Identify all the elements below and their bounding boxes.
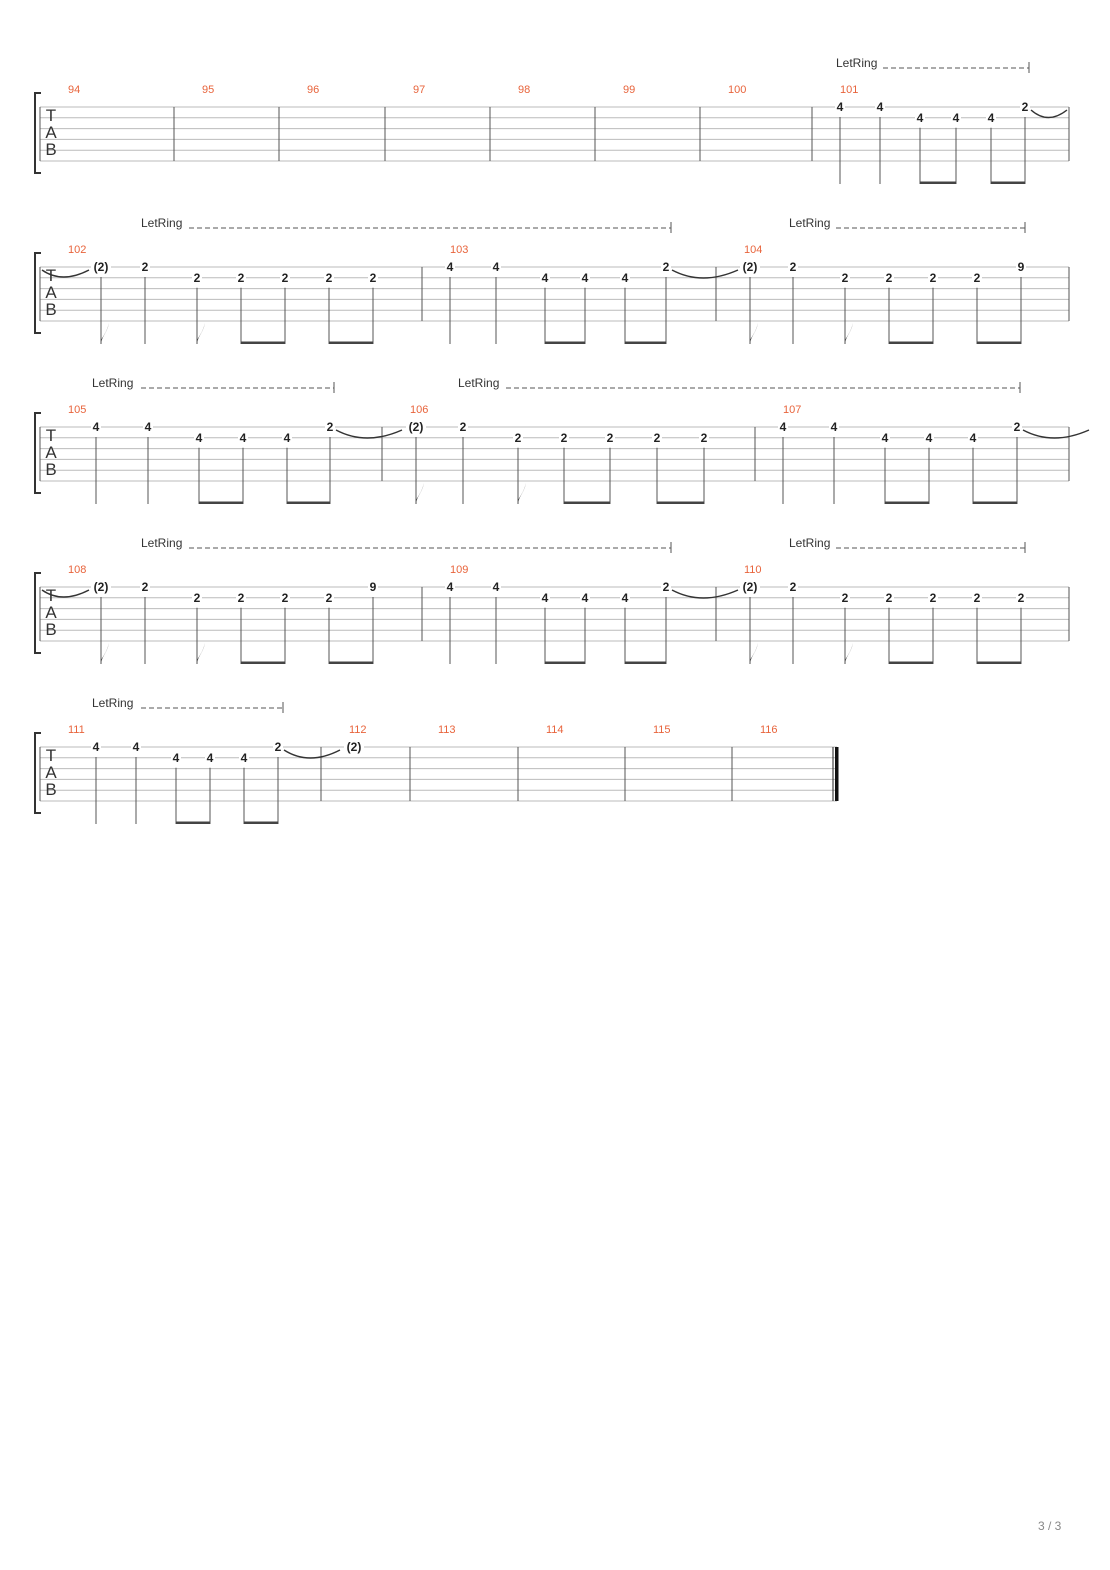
fret-number: 2 xyxy=(193,270,201,285)
measure-number: 107 xyxy=(783,404,802,416)
beam xyxy=(977,662,1021,665)
fret-number: 4 xyxy=(206,750,214,765)
let-ring-label: LetRing xyxy=(458,376,500,390)
fret-number: 4 xyxy=(446,260,454,274)
eighth-flag xyxy=(750,323,758,344)
tab-clef-letter: A xyxy=(45,443,57,462)
eighth-flag xyxy=(845,643,853,664)
fret-number: 2 xyxy=(789,260,797,274)
measure-number: 114 xyxy=(546,724,564,736)
eighth-flag xyxy=(197,643,205,664)
fret-number: 2 xyxy=(841,590,849,605)
fret-number: 2 xyxy=(1013,420,1021,434)
beam xyxy=(176,822,210,825)
tab-clef-letter: B xyxy=(45,140,57,159)
fret-number: 9 xyxy=(369,580,377,594)
beam xyxy=(241,342,285,345)
fret-number: 2 xyxy=(141,580,149,594)
fret-number: 4 xyxy=(92,740,100,754)
fret-number: 4 xyxy=(172,750,180,765)
fret-number: 4 xyxy=(836,100,844,114)
tie-arc xyxy=(336,430,402,438)
beam xyxy=(329,342,373,345)
tie-arc xyxy=(672,590,738,598)
fret-number: 2 xyxy=(929,270,937,285)
fret-number: 4 xyxy=(492,580,500,594)
beam xyxy=(545,342,585,345)
fret-number: 2 xyxy=(326,420,334,434)
beam xyxy=(545,662,585,665)
fret-number: 2 xyxy=(514,430,522,445)
beam xyxy=(244,822,278,825)
beam xyxy=(991,182,1025,185)
beam xyxy=(625,342,666,345)
fret-number: 2 xyxy=(700,430,708,445)
beam xyxy=(657,502,704,505)
beam xyxy=(199,502,243,505)
measure-number: 116 xyxy=(760,724,778,736)
eighth-flag xyxy=(518,483,526,504)
let-ring-label: LetRing xyxy=(789,536,831,550)
tab-clef-letter: A xyxy=(45,283,57,302)
beam xyxy=(920,182,956,185)
fret-number: (2) xyxy=(93,580,109,594)
fret-number: 2 xyxy=(325,270,333,285)
tab-clef-letter: T xyxy=(45,266,57,285)
tab-clef-letter: B xyxy=(45,620,57,639)
measure-number: 97 xyxy=(413,84,426,96)
fret-number: 2 xyxy=(560,430,568,445)
measure-number: 99 xyxy=(623,84,636,96)
tab-clef-letter: B xyxy=(45,780,57,799)
beam xyxy=(287,502,330,505)
measure-number: 110 xyxy=(744,564,762,576)
fret-number: 4 xyxy=(581,270,589,285)
beam xyxy=(625,662,666,665)
let-ring-label: LetRing xyxy=(92,376,134,390)
fret-number: 4 xyxy=(830,420,838,434)
fret-number: 4 xyxy=(492,260,500,274)
tie-arc xyxy=(284,750,340,758)
tab-clef-letter: A xyxy=(45,603,57,622)
fret-number: 4 xyxy=(541,590,549,605)
eighth-flag xyxy=(845,323,853,344)
tie-arc xyxy=(1031,110,1067,118)
measure-number: 100 xyxy=(728,84,747,96)
eighth-flag xyxy=(101,323,109,344)
measure-number: 113 xyxy=(438,724,456,736)
tab-clef-letter: T xyxy=(45,426,57,445)
fret-number: (2) xyxy=(346,740,362,754)
fret-number: 4 xyxy=(621,590,629,605)
fret-number: 2 xyxy=(841,270,849,285)
fret-number: 2 xyxy=(1021,100,1029,114)
fret-number: 2 xyxy=(662,580,670,594)
fret-number: 2 xyxy=(662,260,670,274)
fret-number: 4 xyxy=(446,580,454,594)
fret-number: 4 xyxy=(239,430,247,445)
fret-number: 2 xyxy=(281,270,289,285)
measure-number: 103 xyxy=(450,244,469,256)
let-ring-label: LetRing xyxy=(141,216,183,230)
final-barline-thick xyxy=(835,747,839,801)
fret-number: 2 xyxy=(606,430,614,445)
fret-number: 4 xyxy=(916,110,924,125)
eighth-flag xyxy=(197,323,205,344)
tab-clef-letter: T xyxy=(45,746,57,765)
beam xyxy=(889,662,933,665)
fret-number: (2) xyxy=(742,260,758,274)
measure-number: 115 xyxy=(653,724,671,736)
fret-number: 2 xyxy=(973,590,981,605)
beam xyxy=(885,502,929,505)
measure-number: 101 xyxy=(840,84,859,96)
fret-number: 4 xyxy=(952,110,960,125)
tab-clef-letter: B xyxy=(45,300,57,319)
tab-clef-letter: T xyxy=(45,586,57,605)
beam xyxy=(973,502,1017,505)
fret-number: 4 xyxy=(195,430,203,445)
measure-number: 96 xyxy=(307,84,320,96)
fret-number: 4 xyxy=(240,750,248,765)
fret-number: 4 xyxy=(925,430,933,445)
tie-arc xyxy=(672,270,738,278)
measure-number: 108 xyxy=(68,564,87,576)
beam xyxy=(977,342,1021,345)
eighth-flag xyxy=(101,643,109,664)
fret-number: 4 xyxy=(881,430,889,445)
measure-number: 98 xyxy=(518,84,531,96)
fret-number: (2) xyxy=(408,420,424,434)
tab-clef-letter: T xyxy=(45,106,57,125)
let-ring-label: LetRing xyxy=(141,536,183,550)
fret-number: 4 xyxy=(969,430,977,445)
measure-number: 109 xyxy=(450,564,469,576)
measure-number: 111 xyxy=(68,724,85,736)
fret-number: 2 xyxy=(193,590,201,605)
measure-number: 94 xyxy=(68,84,81,96)
fret-number: 2 xyxy=(274,740,282,754)
fret-number: 2 xyxy=(281,590,289,605)
beam xyxy=(564,502,610,505)
fret-number: 2 xyxy=(325,590,333,605)
fret-number: (2) xyxy=(742,580,758,594)
tie-arc xyxy=(1023,430,1089,438)
fret-number: 9 xyxy=(1017,260,1025,274)
beam xyxy=(329,662,373,665)
fret-number: 2 xyxy=(237,270,245,285)
tab-clef-letter: B xyxy=(45,460,57,479)
measure-number: 112 xyxy=(349,724,367,736)
let-ring-label: LetRing xyxy=(789,216,831,230)
fret-number: 4 xyxy=(92,420,100,434)
beam xyxy=(889,342,933,345)
measure-number: 95 xyxy=(202,84,215,96)
fret-number: 2 xyxy=(141,260,149,274)
measure-number: 104 xyxy=(744,244,763,256)
fret-number: 4 xyxy=(621,270,629,285)
let-ring-label: LetRing xyxy=(836,56,878,70)
fret-number: 2 xyxy=(369,270,377,285)
fret-number: 2 xyxy=(653,430,661,445)
measure-number: 106 xyxy=(410,404,429,416)
fret-number: 2 xyxy=(1017,590,1025,605)
beam xyxy=(241,662,285,665)
eighth-flag xyxy=(750,643,758,664)
fret-number: 4 xyxy=(541,270,549,285)
fret-number: 4 xyxy=(283,430,291,445)
fret-number: 4 xyxy=(779,420,787,434)
fret-number: 2 xyxy=(885,590,893,605)
fret-number: 4 xyxy=(581,590,589,605)
tab-clef-letter: A xyxy=(45,763,57,782)
let-ring-label: LetRing xyxy=(92,696,134,710)
fret-number: (2) xyxy=(93,260,109,274)
eighth-flag xyxy=(416,483,424,504)
fret-number: 2 xyxy=(459,420,467,434)
tab-clef-letter: A xyxy=(45,123,57,142)
fret-number: 4 xyxy=(987,110,995,125)
page-number: 3 / 3 xyxy=(1038,1519,1062,1533)
fret-number: 4 xyxy=(132,740,140,754)
measure-number: 105 xyxy=(68,404,87,416)
measure-number: 102 xyxy=(68,244,87,256)
fret-number: 2 xyxy=(885,270,893,285)
fret-number: 2 xyxy=(237,590,245,605)
fret-number: 4 xyxy=(876,100,884,114)
fret-number: 2 xyxy=(973,270,981,285)
fret-number: 2 xyxy=(789,580,797,594)
fret-number: 4 xyxy=(144,420,152,434)
fret-number: 2 xyxy=(929,590,937,605)
